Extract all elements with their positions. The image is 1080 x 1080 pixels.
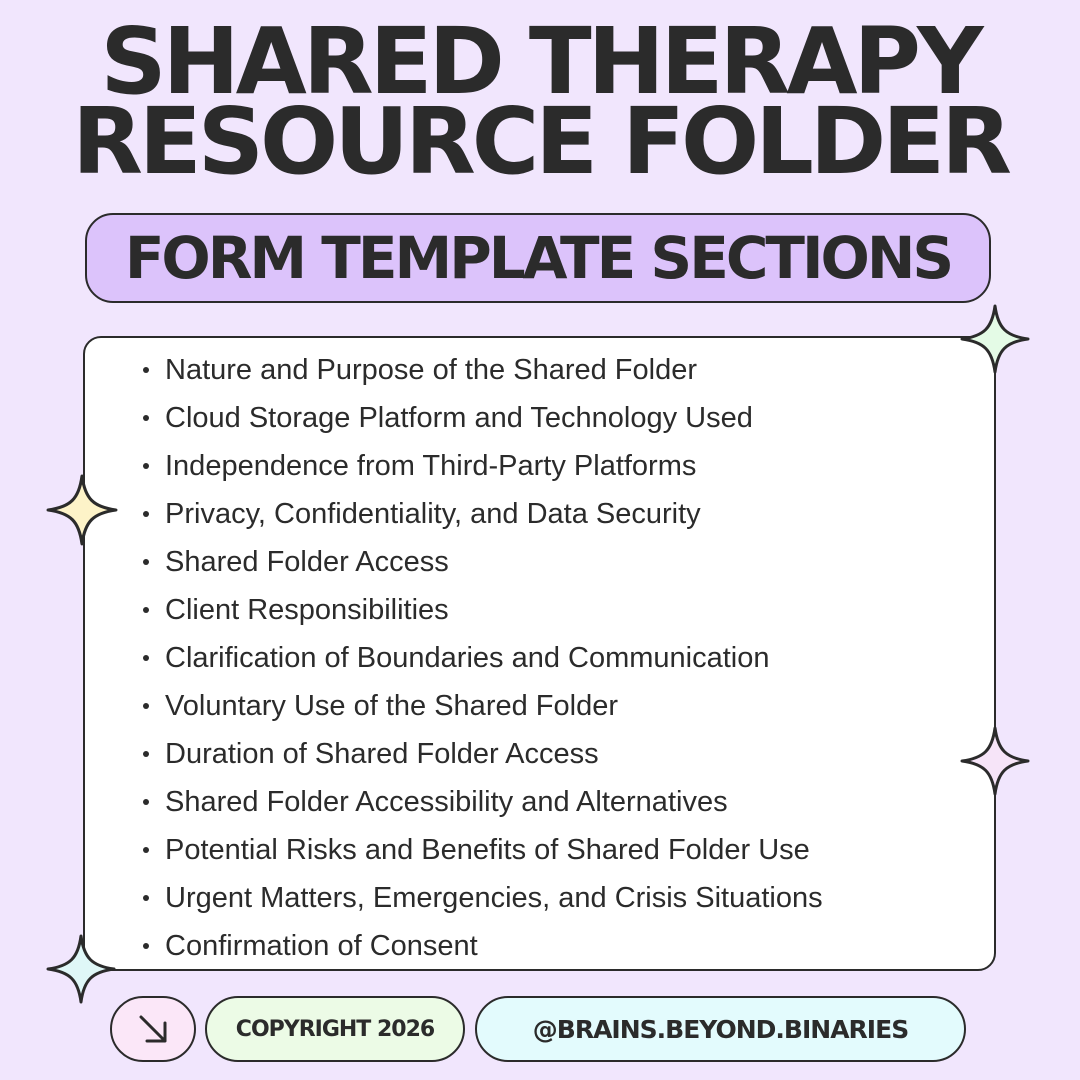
list-item: Confirmation of Consent <box>141 922 823 970</box>
sparkle-icon-pink <box>960 726 1030 796</box>
list-item: Shared Folder Access <box>141 538 823 586</box>
sparkle-icon-cyan <box>46 934 116 1004</box>
sections-list <box>141 346 823 970</box>
subtitle-banner <box>85 213 991 303</box>
list-item: Client Responsibilities <box>141 586 823 634</box>
copyright-badge <box>205 996 465 1062</box>
title-line-2: RESOURCE FOLDER <box>72 88 1008 195</box>
list-item: Privacy, Confidentiality, and Data Security <box>141 490 823 538</box>
sparkle-icon-green <box>960 304 1030 374</box>
list-item: Potential Risks and Benefits of Shared Folder Use <box>141 826 823 874</box>
arrow-button[interactable] <box>110 996 196 1062</box>
sections-card <box>83 336 996 971</box>
title-line-1: SHARED THERAPY <box>100 8 980 115</box>
list-item: Independence from Third-Party Platforms <box>141 442 823 490</box>
list-item: Cloud Storage Platform and Technology Used <box>141 394 823 442</box>
handle-badge[interactable] <box>475 996 966 1062</box>
arrow-down-right-icon <box>135 1011 171 1047</box>
list-item: Nature and Purpose of the Shared Folder <box>141 346 823 394</box>
page-title <box>0 8 1080 195</box>
list-item: Clarification of Boundaries and Communication <box>141 634 823 682</box>
copyright-text: COPYRIGHT 2026 <box>235 1016 435 1042</box>
handle-text: @BRAINS.BEYOND.BINARIES <box>532 1014 909 1044</box>
list-item: Shared Folder Accessibility and Alternatives <box>141 778 823 826</box>
sparkle-icon-yellow <box>46 474 118 546</box>
list-item: Urgent Matters, Emergencies, and Crisis Situations <box>141 874 823 922</box>
subtitle-text: FORM TEMPLATE SECTIONS <box>124 224 952 292</box>
list-item: Duration of Shared Folder Access <box>141 730 823 778</box>
list-item: Voluntary Use of the Shared Folder <box>141 682 823 730</box>
